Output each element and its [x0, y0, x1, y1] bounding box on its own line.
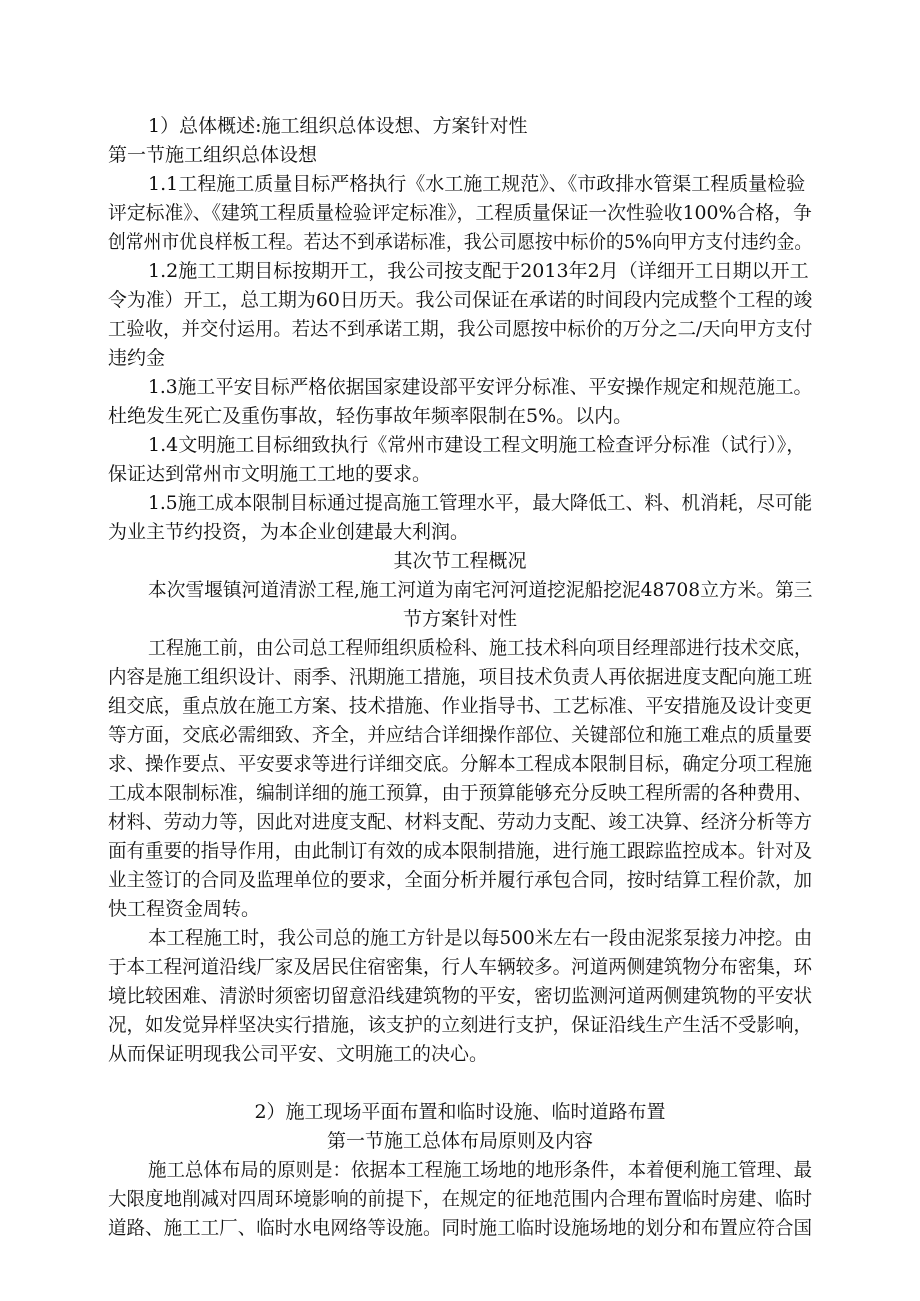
paragraph-line: 本次雪堰镇河道清淤工程,施工河道为南宅河河道挖泥船挖泥48708立方米。第三: [148, 579, 813, 601]
paragraph-line: 内容是施工组织设计、雨季、汛期施工措施，项目技术负责人再依据进度支配向施工班: [108, 666, 813, 688]
paragraph-line: 1.3施工平安目标严格依据国家建设部平安评分标准、平安操作规定和规范施工。: [148, 376, 813, 398]
paragraph-line: 境比较困难、清淤时须密切留意沿线建筑物的平安，密切监测河道两侧建筑物的平安状: [108, 985, 813, 1007]
section-subheading: 第一节施工总体布局原则及内容: [326, 1130, 593, 1152]
paragraph-line: 况，如发觉异样坚决实行措施，该支护的立刻进行支护，保证沿线生产生活不受影响，: [108, 1014, 813, 1036]
paragraph-line: 等方面，交底必需细致、齐全，并应结合详细操作部位、关键部位和施工难点的质量要: [108, 724, 813, 746]
paragraph-line: 杜绝发生死亡及重伤事故，轻伤事故年频率限制在5%。以内。: [108, 405, 633, 427]
paragraph-line: 组交底，重点放在施工方案、技术措施、作业指导书、工艺标准、平安措施及设计变更: [108, 695, 813, 717]
paragraph-line: 求、操作要点、平安要求等进行详细交底。分解本工程成本限制目标，确定分项工程施: [108, 753, 813, 775]
paragraph-line: 面有重要的指导作用，由此制订有效的成本限制措施，进行施工跟踪监控成本。针对及: [108, 840, 813, 862]
section-title: 节方案针对性: [402, 608, 517, 630]
paragraph-line: 从而保证明现我公司平安、文明施工的决心。: [108, 1043, 489, 1065]
paragraph-line: 本工程施工时，我公司总的施工方针是以每500米左右一段由泥浆泵接力冲挖。由: [148, 927, 813, 949]
paragraph-line: 工成本限制标准，编制详细的施工预算，由于预算能够充分反映工程所需的各种费用、: [108, 782, 813, 804]
paragraph-line: 1.2施工工期目标按期开工，我公司按支配于2013年2月（详细开工日期以开工: [148, 260, 809, 282]
paragraph-line: 道路、施工工厂、临时水电网络等设施。同时施工临时设施场地的划分和布置应符合国: [108, 1217, 813, 1239]
paragraph-line: 评定标准》、《建筑工程质量检验评定标准》，工程质量保证一次性验收100%合格，争: [108, 202, 812, 224]
paragraph-line: 业主签订的合同及监理单位的要求，全面分析并履行承包合同，按时结算工程价款，加: [108, 869, 813, 891]
paragraph-line: 为业主节约投资，为本企业创建最大利润。: [108, 521, 470, 543]
paragraph-line: 违约金: [108, 347, 166, 369]
section-subheading: 第一节施工组织总体设想: [108, 144, 318, 166]
paragraph-line: 工验收，并交付运用。若达不到承诺工期，我公司愿按中标价的万分之二/天向甲方支付: [108, 318, 813, 340]
paragraph-line: 材料、劳动力等，因此对进度支配、材料支配、劳动力支配、竣工决算、经济分析等方: [108, 811, 813, 833]
paragraph-line: 1.5施工成本限制目标通过提高施工管理水平，最大降低工、料、机消耗，尽可能: [148, 492, 813, 514]
paragraph-line: 创常州市优良样板工程。若达不到承诺标准，我公司愿按中标价的5%向甲方支付违约金。: [108, 231, 813, 253]
paragraph-line: 令为准）开工，总工期为60日历天。我公司保证在承诺的时间段内完成整个工程的竣: [108, 289, 813, 311]
paragraph-line: 于本工程河道沿线厂家及居民住宿密集，行人车辆较多。河道两侧建筑物分布密集，环: [108, 956, 813, 978]
section-title: 其次节工程概况: [393, 550, 527, 572]
paragraph-line: 1.1工程施工质量目标严格执行《水工施工规范》、《市政排水管渠工程质量检验: [148, 173, 806, 195]
section-heading: 2）施工现场平面布置和临时设施、临时道路布置: [254, 1101, 666, 1123]
paragraph-line: 大限度地削减对四周环境影响的前提下，在规定的征地范围内合理布置临时房建、临时: [108, 1188, 813, 1210]
paragraph-line: 施工总体布局的原则是：依据本工程施工场地的地形条件，本着便利施工管理、最: [148, 1159, 813, 1181]
paragraph-line: 工程施工前，由公司总工程师组织质检科、施工技术科向项目经理部进行技术交底，: [148, 637, 812, 659]
section-heading: 1）总体概述:施工组织总体设想、方案针对性: [148, 115, 528, 137]
paragraph-line: 保证达到常州市文明施工工地的要求。: [108, 463, 432, 485]
paragraph-line: 1.4文明施工目标细致执行《常州市建设工程文明施工检查评分标准（试行）》，: [148, 434, 806, 456]
paragraph-line: 快工程资金周转。: [108, 898, 261, 920]
